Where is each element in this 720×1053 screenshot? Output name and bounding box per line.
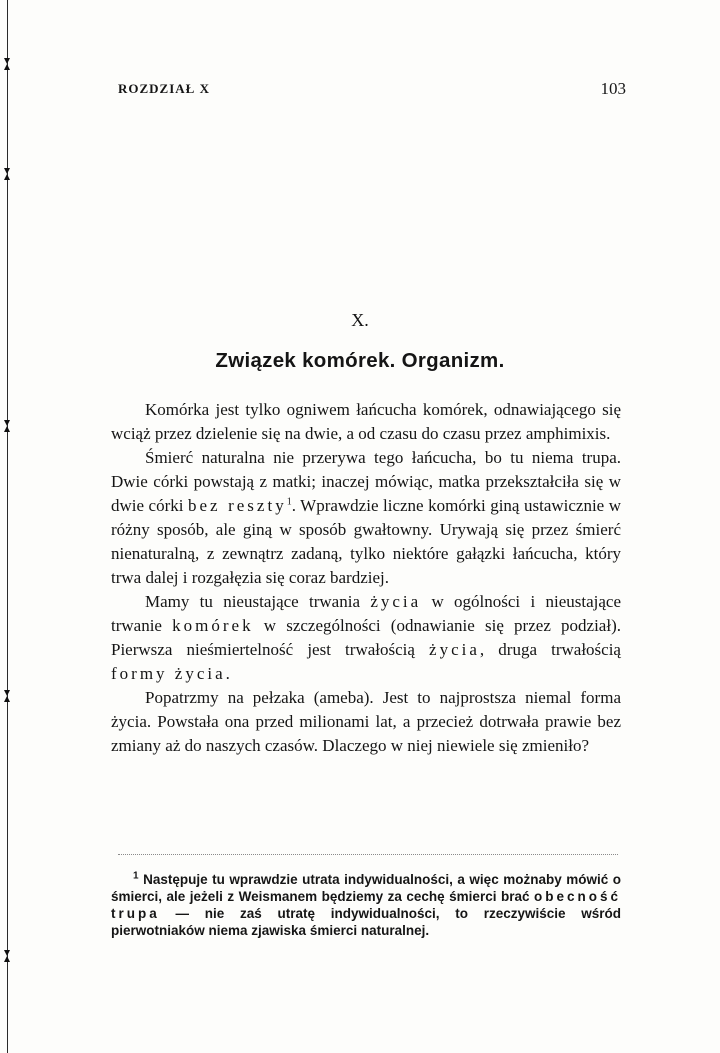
emphasis-text: życia <box>429 640 480 659</box>
text-run: w ogólności i nieustające trwanie <box>111 592 621 635</box>
text-run: w szczególności (odnawianie się przez podział). Pierwsza nieśmiertelność jest trwałością <box>111 616 621 659</box>
page-edge-line <box>7 0 8 1053</box>
emphasis-text: formy życia <box>111 664 226 683</box>
text-run: — nie zaś utratę indywidualności, to rzeczywiście wśród pierwotniaków niema zjawiska śmierci naturalnej. <box>111 906 621 938</box>
body-text <box>111 398 621 758</box>
footnote-ref: 1 <box>133 870 139 882</box>
binding-marker-icon <box>3 690 12 702</box>
text-run: . <box>225 664 230 683</box>
paragraph <box>111 686 621 758</box>
emphasis-text: komórek <box>172 616 254 635</box>
text-run: Śmierć naturalna nie przerywa tego łańcucha, bo tu niema trupa. Dwie córki powstają z matki; inaczej mówiąc, matka przekształciła się w dwie córki <box>111 448 621 515</box>
binding-marker-icon <box>3 168 12 180</box>
emphasis-text: bez reszty <box>188 496 287 515</box>
footnote-ref: 1 <box>286 496 292 508</box>
emphasis-text: obecność trupa <box>111 889 621 921</box>
text-run: Mamy tu nieustające trwania <box>145 592 371 611</box>
text-run: Komórka jest tylko ogniwem łańcucha komórek, odnawiającego się wciąż przez dzielenie się na dwie, a od czasu do czasu przez amphimixis. <box>111 400 621 443</box>
binding-marker-icon <box>3 420 12 432</box>
text-run: . Wprawdzie liczne komórki giną ustawicznie w różny sposób, ale giną w sposób gwałtowny. Urywają się przez śmierć nienaturalną, z zewnątrz zadaną, tylko niektóre gałązki łańcucha, który trwa dalej i rozgałęzia się coraz bardziej. <box>111 496 622 587</box>
chapter-title: Związek komórek. Organizm. <box>215 349 505 372</box>
paragraph <box>111 590 621 686</box>
chapter-number: X. <box>351 310 369 330</box>
text-run: Następuje tu wprawdzie utrata indywidualności, a więc możnaby mówić o śmierci, ale jeżeli z Weismanem będziemy za cechę śmierci brać <box>111 872 621 904</box>
footnote-separator <box>118 854 618 855</box>
binding-marker-icon <box>3 58 12 70</box>
text-run: , druga trwałością <box>479 640 621 659</box>
paragraph <box>111 446 621 590</box>
text-run: Popatrzmy na pełzaka (ameba). Jest to najprostsza niemal forma życia. Powstała ona przed milionami lat, a przecież dotrwała prawie bez zmiany aż do naszych czasów. Dlaczego w niej niewiele się zmieniło? <box>111 688 621 755</box>
page-number: 103 <box>600 79 626 98</box>
emphasis-text: życia <box>370 592 422 611</box>
paragraph <box>111 398 621 446</box>
binding-marker-icon <box>3 950 12 962</box>
footnote <box>111 871 621 939</box>
running-title: ROZDZIAŁ X <box>118 81 210 96</box>
running-head <box>118 79 626 101</box>
